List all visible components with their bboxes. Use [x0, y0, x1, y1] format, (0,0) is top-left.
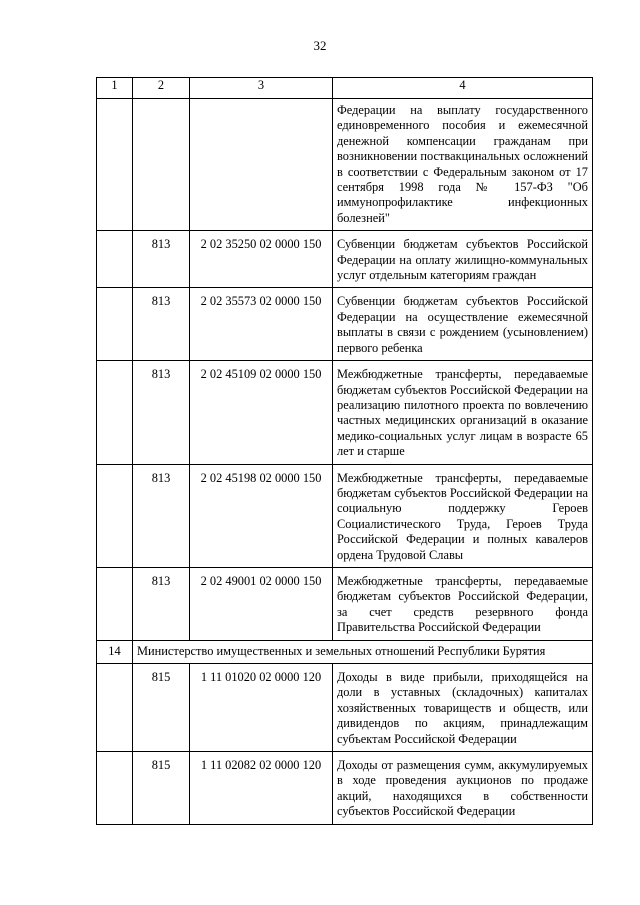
income-code-cell: 2 02 49001 02 0000 150	[190, 567, 333, 640]
income-code-cell: 2 02 35250 02 0000 150	[190, 231, 333, 288]
description-cell: Субвенции бюджетам субъектов Российской Федерации на оплату жилищно-коммунальных услуг отдельным категориям граждан	[333, 231, 593, 288]
table-row	[97, 567, 593, 640]
row-index-cell	[97, 567, 133, 640]
income-code-cell: 2 02 45109 02 0000 150	[190, 361, 333, 464]
admin-code-cell	[133, 99, 190, 231]
table-row	[97, 752, 593, 825]
description-cell: Межбюджетные трансферты, передаваемые бюджетам субъектов Российской Федерации на социальную поддержку Героев Социалистического Труда, Героев Труда Российской Федерации и полных кавалеров ордена Трудовой Славы	[333, 464, 593, 567]
description-cell: Федерации на выплату государственного единовременного пособия и ежемесячной денежной компенсации гражданам при возникновении поствакцинальных осложнений в соответствии с Федеральным законом от 17 сентября 1998 года № 157-ФЗ "Об иммунопрофилактике инфекционных болезней"	[333, 99, 593, 231]
admin-code-cell: 813	[133, 231, 190, 288]
header-col-3: 3	[190, 78, 333, 99]
header-col-1: 1	[97, 78, 133, 99]
description-cell: Межбюджетные трансферты, передаваемые бюджетам субъектов Российской Федерации на реализацию пилотного проекта по вовлечению частных медицинских организаций в оказание медико-социальных услуг лицам в возрасте 65 лет и старше	[333, 361, 593, 464]
header-col-2: 2	[133, 78, 190, 99]
admin-code-cell: 815	[133, 664, 190, 752]
income-code-cell	[190, 99, 333, 231]
row-index-cell	[97, 99, 133, 231]
budget-codes-table	[96, 77, 593, 825]
description-cell: Доходы от размещения сумм, аккумулируемых в ходе проведения аукционов по продаже акций, находящихся в собственности субъектов Российской Федерации	[333, 752, 593, 825]
row-index-cell	[97, 752, 133, 825]
table-row	[97, 231, 593, 288]
table-row	[97, 361, 593, 464]
header-col-4: 4	[333, 78, 593, 99]
row-index-cell	[97, 664, 133, 752]
section-number: 14	[97, 640, 133, 663]
row-index-cell	[97, 231, 133, 288]
admin-code-cell: 813	[133, 567, 190, 640]
income-code-cell: 2 02 35573 02 0000 150	[190, 288, 333, 361]
description-cell: Субвенции бюджетам субъектов Российской Федерации на осуществление ежемесячной выплаты в связи с рождением (усыновлением) первого ребенка	[333, 288, 593, 361]
admin-code-cell: 813	[133, 288, 190, 361]
admin-code-cell: 813	[133, 464, 190, 567]
section-title: Министерство имущественных и земельных отношений Республики Бурятия	[133, 640, 593, 663]
description-cell: Межбюджетные трансферты, передаваемые бюджетам субъектов Российской Федерации, за счет средств резервного фонда Правительства Российской Федерации	[333, 567, 593, 640]
income-code-cell: 1 11 01020 02 0000 120	[190, 664, 333, 752]
description-cell: Доходы в виде прибыли, приходящейся на доли в уставных (складочных) капиталах хозяйственных товариществ и обществ, или дивидендов по акциям, принадлежащим субъектам Российской Федерации	[333, 664, 593, 752]
table-row	[97, 664, 593, 752]
row-index-cell	[97, 361, 133, 464]
admin-code-cell: 813	[133, 361, 190, 464]
page-number: 32	[313, 38, 327, 53]
table-row	[97, 464, 593, 567]
table-header-row	[97, 78, 593, 99]
table-row	[97, 99, 593, 231]
row-index-cell	[97, 288, 133, 361]
income-code-cell: 1 11 02082 02 0000 120	[190, 752, 333, 825]
row-index-cell	[97, 464, 133, 567]
admin-code-cell: 815	[133, 752, 190, 825]
table-row	[97, 288, 593, 361]
section-row	[97, 640, 593, 663]
income-code-cell: 2 02 45198 02 0000 150	[190, 464, 333, 567]
